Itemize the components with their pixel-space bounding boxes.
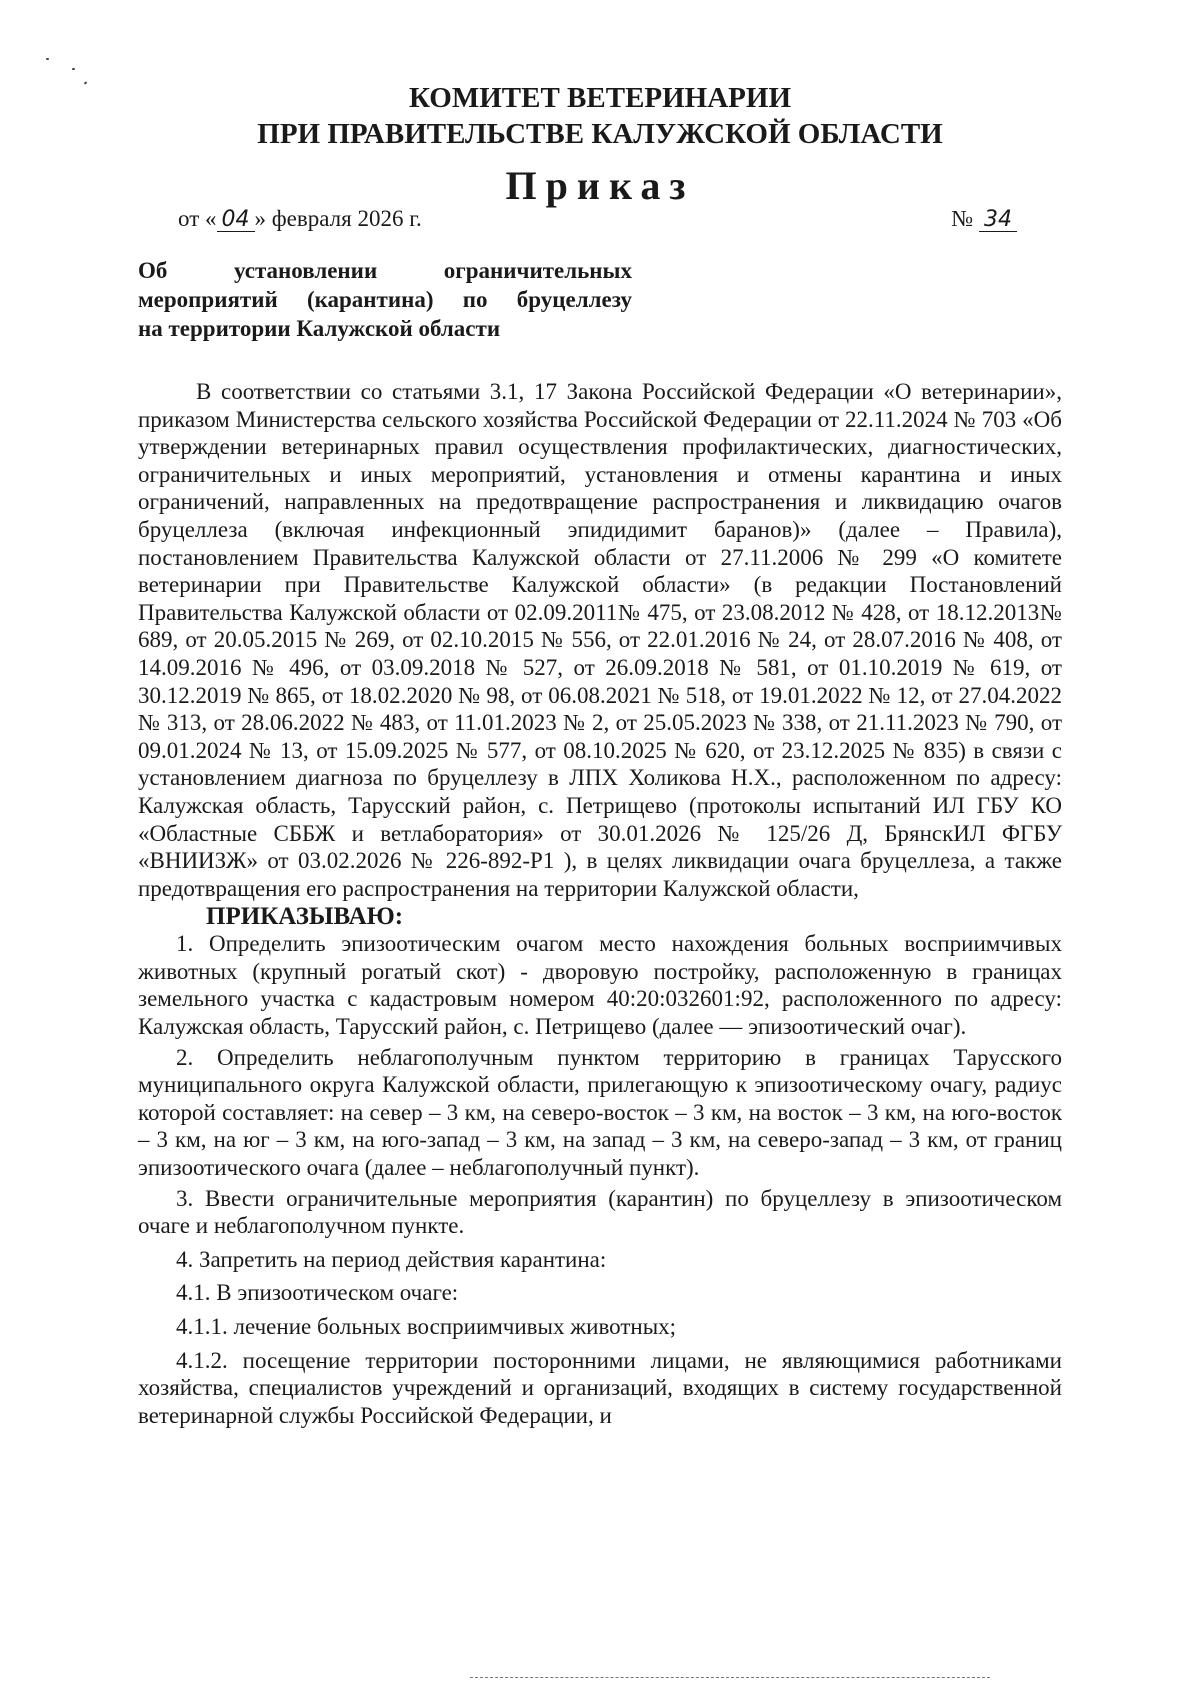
item-4-1: 4.1. В эпизоотическом очаге:	[176, 1280, 459, 1306]
date-day-handwritten: 04	[217, 209, 255, 232]
order-body	[138, 378, 1062, 1429]
number-label: №	[951, 206, 974, 231]
order-word-heading: ПРИКАЗЫВАЮ:	[206, 903, 404, 931]
order-date	[178, 204, 422, 234]
header-government: ПРИ ПРАВИТЕЛЬСТВЕ КАЛУЖСКОЙ ОБЛАСТИ	[257, 118, 943, 150]
footer-divider	[470, 1677, 990, 1678]
item-4-1-1: 4.1.1. лечение больных восприимчивых животных;	[176, 1314, 677, 1339]
item-1: 1. Определить эпизоотическим очагом место нахождения больных восприимчивых животных (крупный рогатый скот) - дворовую постройку, расположенную в границах земельного участка с кадастровым номером 40:20:032601:92, расположенного по адресу: Калужская область, Тарусский район, с. Петрищево (далее — эпизоотический очаг).	[138, 931, 1062, 1040]
date-suffix: » февраля 2026 г.	[254, 206, 422, 231]
item-2: 2. Определить неблагополучным пунктом территорию в границах Тарусского муниципального округа Калужской области, прилегающую к эпизоотическому очагу, радиус которой составляет: на север – 3 км, на северо-восток – 3 км, на восток – 3 км, на юго-восток – 3 км, на юг – 3 км, на юго-запад – 3 км, на запад – 3 км, на северо-запад – 3 км, от границ эпизоотического очага (далее – неблагополучный пункт).	[138, 1044, 1062, 1181]
item-4-1-2: 4.1.2. посещение территории посторонними лицами, не являющимися работниками хозяйства, специалистов учреждений и организаций, входящих в систему государственной ветеринарной службы Российской Федерации, и	[138, 1347, 1062, 1428]
item-4: 4. Запретить на период действия карантина:	[176, 1246, 607, 1272]
scan-speck	[46, 58, 49, 60]
subject-line: Об установлении ограничительных	[138, 258, 632, 283]
scan-speck	[72, 68, 75, 70]
subject-line: на территории Калужской области	[138, 316, 501, 341]
number-handwritten: 34	[979, 209, 1017, 232]
order-subject	[138, 256, 632, 343]
preamble-paragraph: В соответствии со статьями 3.1, 17 Закона Российской Федерации «О ветеринарии», приказом Министерства сельского хозяйства Российской Федерации от 22.11.2024 № 703 «Об утверждении ветеринарных правил осуществления профилактических, диагностических, ограничительных и иных мероприятий, установления и отмены карантина и иных ограничений, направленных на предотвращение распространения и ликвидацию очагов бруцеллеза (включая инфекционный эпидидимит баранов)» (далее – Правила), постановлением Правительства Калужской области от 27.11.2006 № 299 «О комитете ветеринарии при Правительстве Калужской области» (в редакции Постановлений Правительства Калужской области от 02.09.2011№ 475, от 23.08.2012 № 428, от 18.12.2013№ 689, от 20.05.2015 № 269, от 02.10.2015 № 556, от 22.01.2016 № 24, от 28.07.2016 № 408, от 14.09.2016 № 496, от 03.09.2018 № 527, от 26.09.2018 № 581, от 01.10.2019 № 619, от 30.12.2019 № 865, от 18.02.2020 № 98, от 06.08.2021 № 518, от 19.01.2022 № 12, от 27.04.2022 № 313, от 28.06.2022 № 483, от 11.01.2023 № 2, от 25.05.2023 № 338, от 21.11.2023 № 790, от 09.01.2024 № 13, от 15.09.2025 № 577, от 08.10.2025 № 620, от 23.12.2025 № 835) в связи с установлением диагноза по бруцеллезу в ЛПХ Холикова Н.Х., расположенном по адресу: Калужская область, Тарусский район, с. Петрищево (протоколы испытаний ИЛ ГБУ КО «Областные СББЖ и ветлаборатория» от 30.01.2026 № 125/26 Д, БрянскИЛ ФГБУ «ВНИИЗЖ» от 03.02.2026 № 226-892-Р1 ), в целях ликвидации очага бруцеллеза, а также предотвращения его распространения на территории Калужской области,	[138, 379, 1062, 901]
header-committee: КОМИТЕТ ВЕТЕРИНАРИИ	[408, 82, 792, 114]
document-type-title: Приказ	[505, 163, 695, 208]
order-number	[951, 204, 1017, 234]
item-3: 3. Ввести ограничительные мероприятия (карантин) по бруцеллезу в эпизоотическом очаге и неблагополучном пункте.	[138, 1185, 1062, 1239]
subject-line: мероприятий (карантина) по бруцеллезу	[138, 287, 632, 312]
date-prefix: от «	[178, 206, 217, 231]
